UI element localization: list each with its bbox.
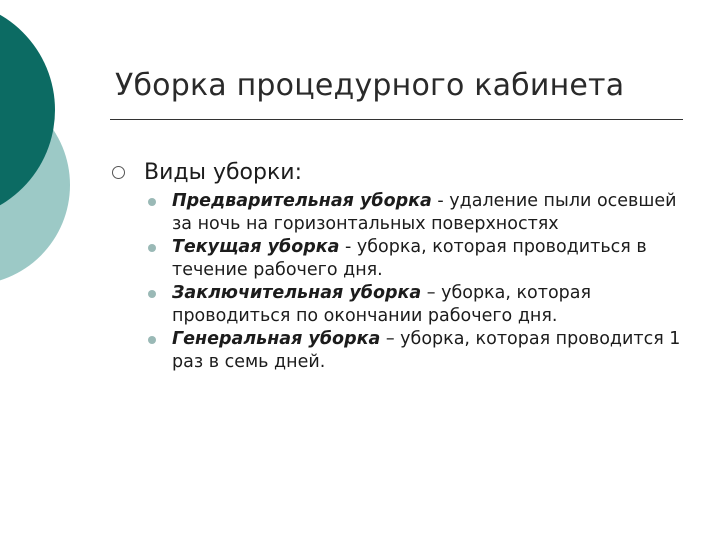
item-description: – уборка, которая проводиться по окончании рабочего дня. <box>172 283 592 326</box>
section-heading <box>110 156 302 188</box>
item-description: - удаление пыли осевшей за ночь на горизонтальных поверхностях <box>172 191 677 234</box>
title-divider <box>110 119 683 120</box>
list-item <box>148 236 688 282</box>
bullet-dot-icon <box>148 198 156 206</box>
list-item <box>148 190 688 236</box>
item-term: Предварительная уборка <box>172 191 432 211</box>
cleaning-types-list <box>148 190 688 374</box>
item-term: Заключительная уборка <box>172 283 422 303</box>
list-item <box>148 282 688 328</box>
section-heading-text: Виды уборки: <box>144 159 302 185</box>
item-description: – уборка, которая проводится 1 раз в семь дней. <box>172 329 681 372</box>
bullet-dot-icon <box>148 244 156 252</box>
hollow-circle-bullet-icon <box>112 166 125 179</box>
slide-title: Уборка процедурного кабинета <box>115 68 625 103</box>
item-term: Генеральная уборка <box>172 329 381 349</box>
bullet-dot-icon <box>148 336 156 344</box>
item-description: - уборка, которая проводиться в течение рабочего дня. <box>172 237 647 280</box>
item-term: Текущая уборка <box>172 237 340 257</box>
list-item <box>148 328 688 374</box>
bullet-dot-icon <box>148 290 156 298</box>
